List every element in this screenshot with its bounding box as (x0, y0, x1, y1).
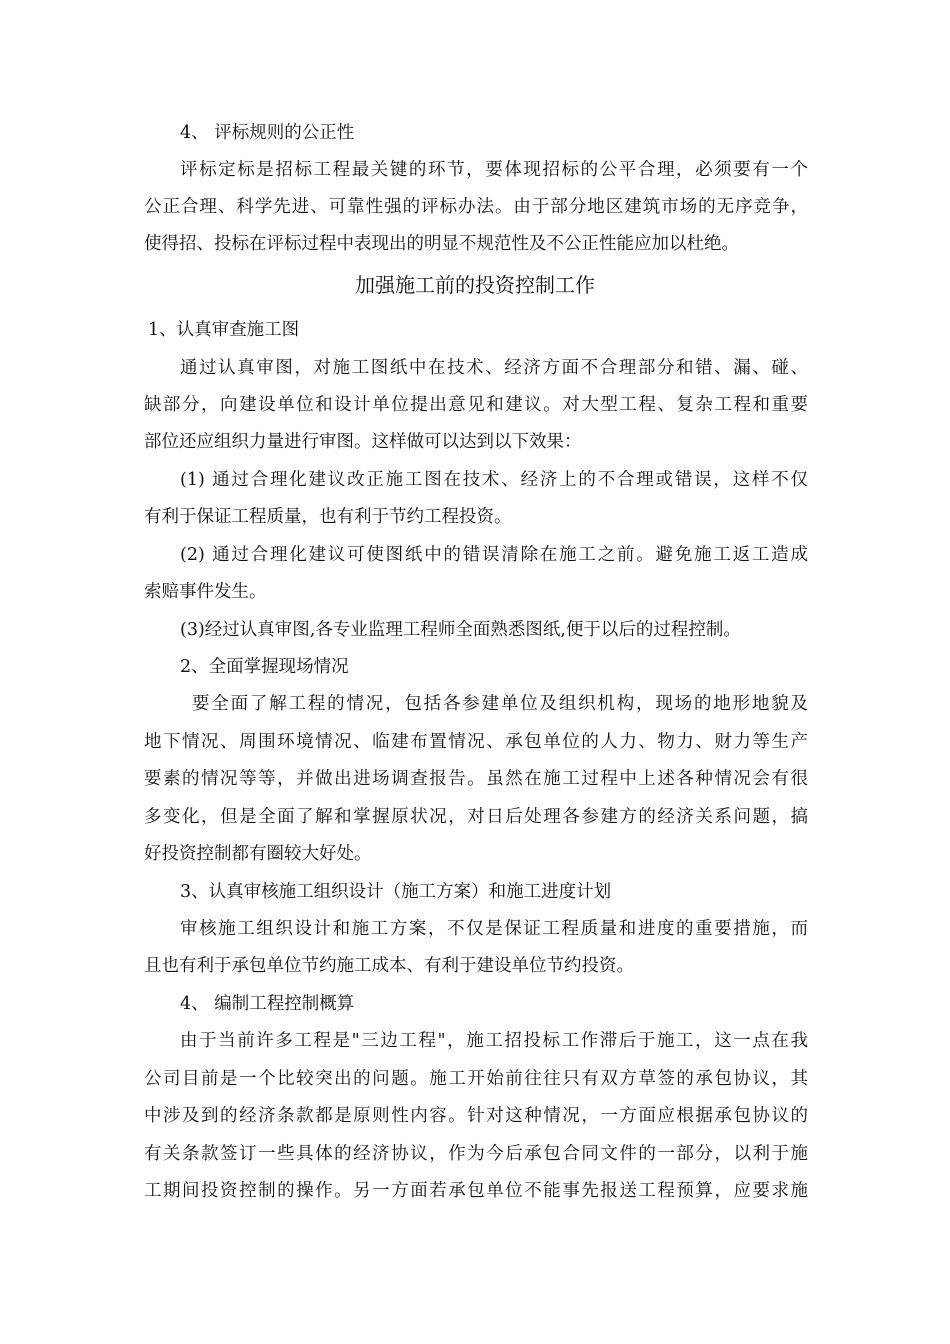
paragraph-line: 评标定标是招标工程最关键的环节，要体现招标的公平合理，必须要有一个 (180, 160, 808, 180)
paragraph-line: 好投资控制都有圈较大好处。 (144, 844, 372, 864)
paragraph-line: (3)经过认真审图,各专业监理工程师全面熟悉图纸,便于以后的过程控制。 (180, 620, 741, 640)
paragraph-line: 公正合理、科学先进、可靠性强的评标办法。由于部分地区建筑市场的无序竞争， (144, 197, 808, 217)
paragraph-line: 审核施工组织设计和施工方案，不仅是保证工程质量和进度的重要措施，而 (180, 919, 808, 939)
heading-4-control-budget: 4、 编制工程控制概算 (180, 994, 355, 1014)
paragraph-line: 且也有利于承包单位节约施工成本、有利于建设单位节约投资。 (144, 956, 634, 976)
paragraph-line: 中涉及到的经济条款都是原则性内容。针对这种情况，一方面应根据承包协议的 (144, 1106, 808, 1126)
paragraph-line: 有利于保证工程质量，也有利于节约工程投资。 (144, 507, 512, 527)
heading-2-site-conditions: 2、全面掌握现场情况 (180, 657, 349, 677)
paragraph-line: 部位还应组织力量进行审图。这样做可以达到以下效果： (144, 432, 582, 452)
paragraph-line: (2) 通过合理化建议可使图纸中的错误清除在施工之前。避免施工返工造成 (180, 545, 808, 565)
paragraph-line: 地下情况、周围环境情况、临建布置情况、承包单位的人力、物力、财力等生产 (144, 732, 808, 752)
paragraph-line: 工期间投资控制的操作。另一方面若承包单位不能事先报送工程预算，应要求施 (144, 1181, 808, 1201)
paragraph-line: 索赔事件发生。 (144, 582, 267, 602)
heading-1-review-drawings: 1、认真审查施工图 (148, 320, 300, 340)
heading-3-construction-plan: 3、认真审核施工组织设计（施工方案）和施工进度计划 (180, 882, 612, 902)
paragraph-line: 要素的情况等等，并做出进场调查报告。虽然在施工过程中上述各种情况会有很 (144, 769, 808, 789)
paragraph-line: (1) 通过合理化建议改正施工图在技术、经济上的不合理或错误，这样不仅 (180, 470, 808, 490)
heading-4-bid-rules: 4、 评标规则的公正性 (180, 123, 355, 143)
paragraph-line: 公司目前是一个比较突出的问题。施工开始前往往只有双方草签的承包协议，其 (144, 1069, 808, 1089)
paragraph-line: 由于当前许多工程是"三边工程"，施工招投标工作滞后于施工，这一点在我 (180, 1031, 808, 1051)
paragraph-line: 有关条款签订一些具体的经济协议，作为今后承包合同文件的一部分，以利于施 (144, 1144, 808, 1164)
section-title: 加强施工前的投资控制工作 (355, 273, 595, 297)
paragraph-line: 多变化，但是全面了解和掌握原状况，对日后处理各参建方的经济关系问题，搞 (144, 807, 808, 827)
paragraph-line: 通过认真审图，对施工图纸中在技术、经济方面不合理部分和错、漏、碰、 (180, 358, 808, 378)
paragraph-line: 缺部分，向建设单位和设计单位提出意见和建议。对大型工程、复杂工程和重要 (144, 395, 808, 415)
paragraph-line: 使得招、投标在评标过程中表现出的明显不规范性及不公正性能应加以杜绝。 (144, 234, 739, 254)
paragraph-line: 要全面了解工程的情况，包括各参建单位及组织机构，现场的地形地貌及 (192, 694, 808, 714)
